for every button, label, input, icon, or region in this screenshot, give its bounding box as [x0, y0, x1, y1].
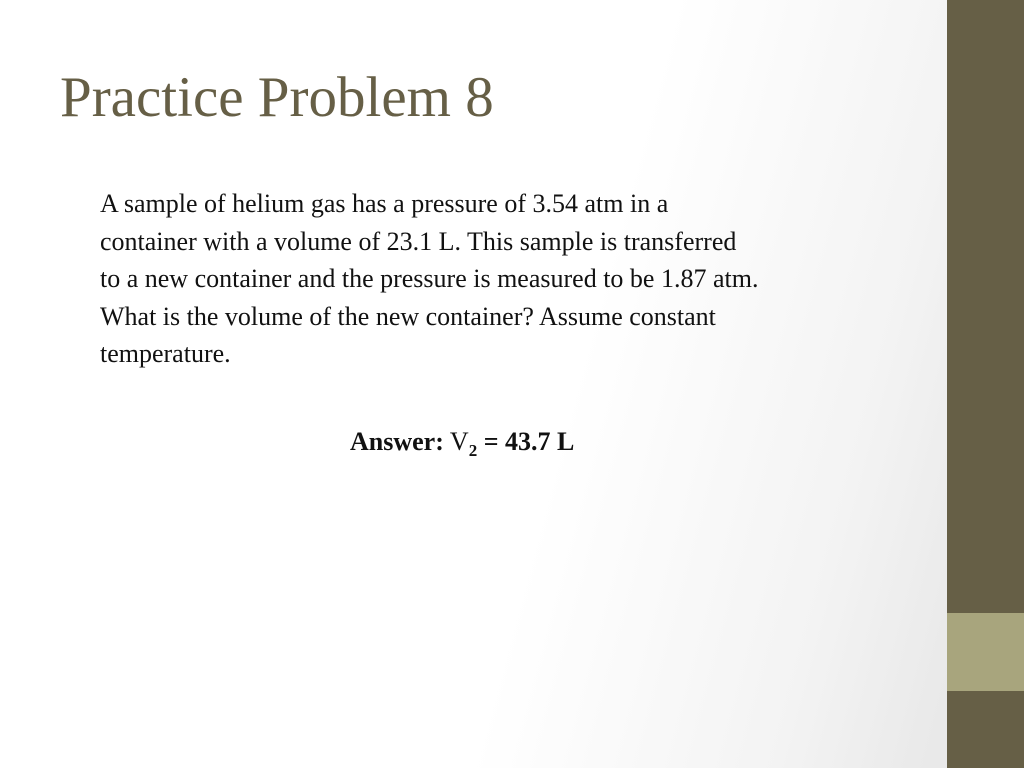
- side-bar-accent-block: [947, 613, 1024, 691]
- answer-label: Answer:: [350, 427, 444, 456]
- problem-text: [100, 185, 900, 373]
- answer-line: [350, 424, 574, 460]
- problem-line: A sample of helium gas has a pressure of 3.54 atm in a: [100, 189, 669, 218]
- problem-line: temperature.: [100, 339, 231, 368]
- answer-variable: V: [449, 427, 469, 456]
- answer-result: = 43.7 L: [483, 427, 575, 456]
- slide-title: Practice Problem 8: [60, 66, 494, 129]
- answer-subscript: 2: [468, 441, 478, 460]
- problem-line: container with a volume of 23.1 L. This sample is transferred: [100, 226, 737, 256]
- problem-line: to a new container and the pressure is measured to be 1.87 atm.: [100, 264, 759, 293]
- problem-line: What is the volume of the new container? Assume constant: [100, 301, 716, 331]
